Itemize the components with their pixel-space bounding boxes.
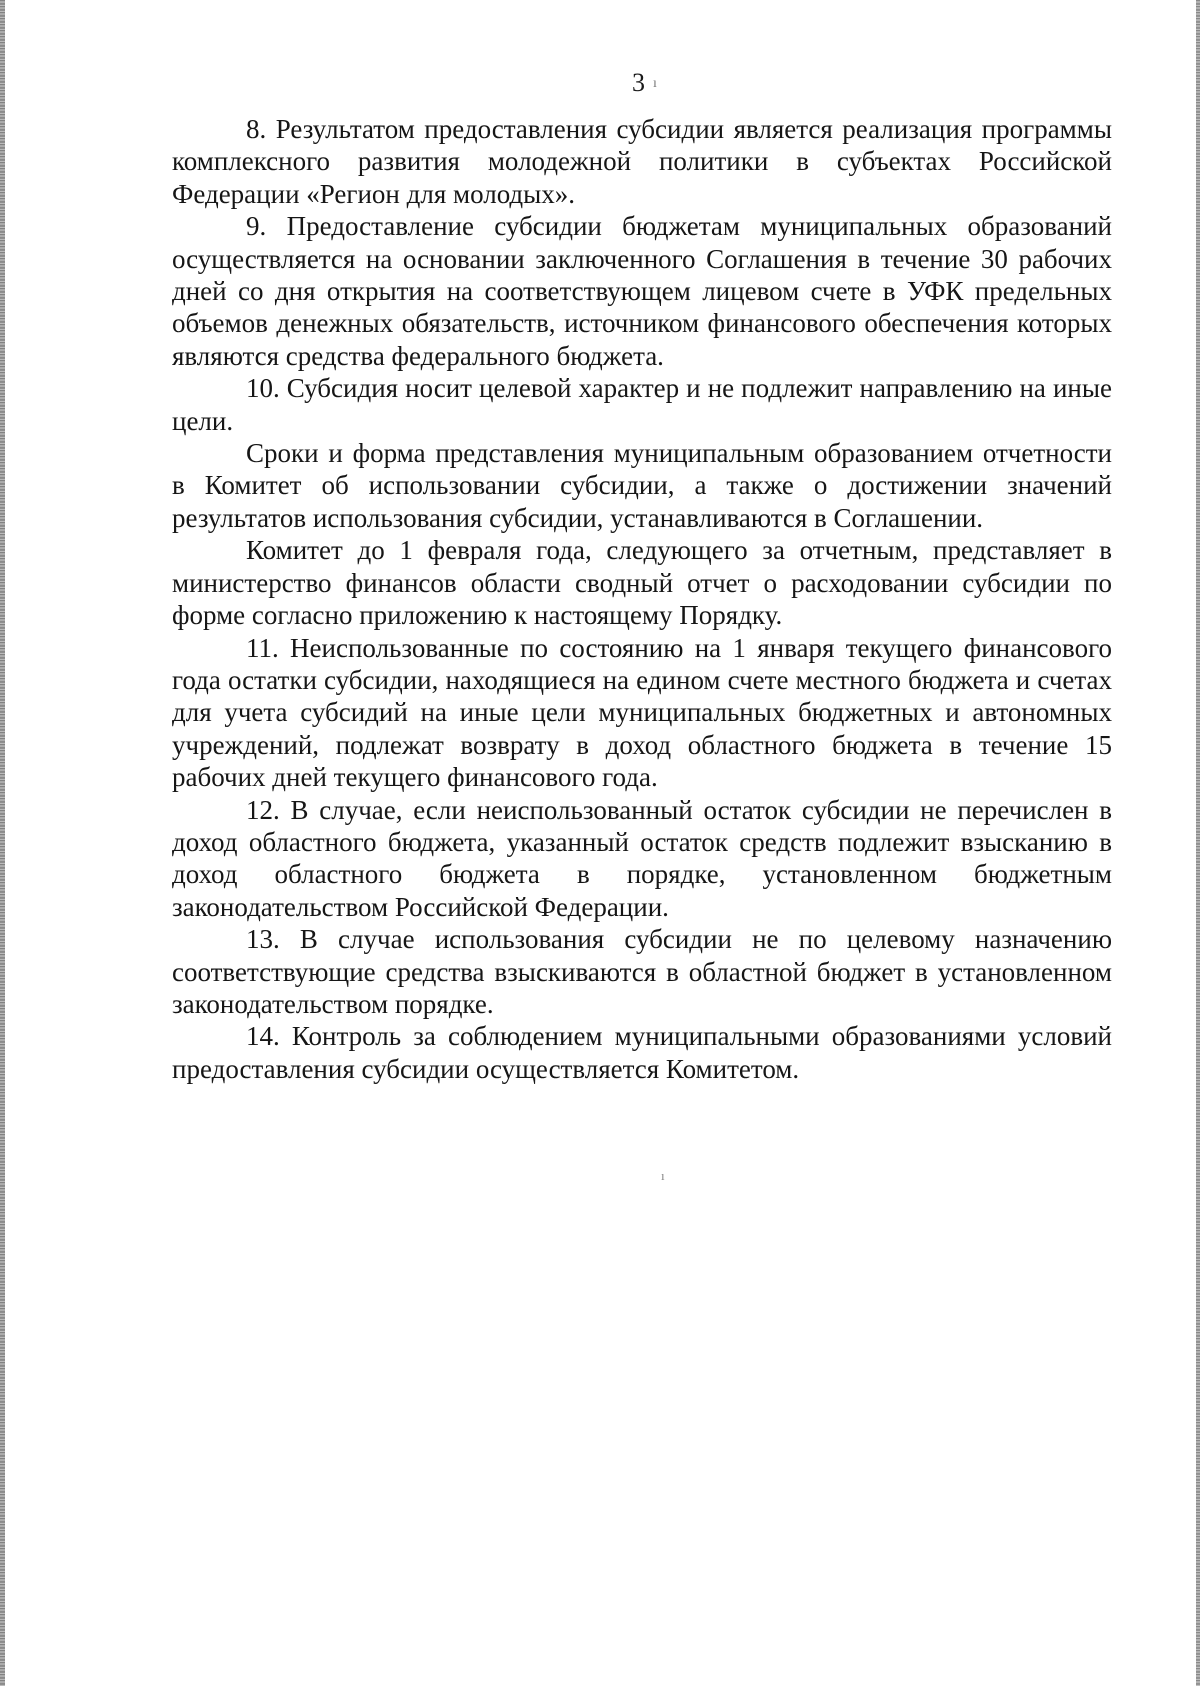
scan-artifact-mark: ı [653,76,657,91]
paragraph-10: 10. Субсидия носит целевой характер и не подлежит направлению на иные цели. [172,373,1112,436]
scan-border-left [0,0,5,1686]
page-number [632,68,657,98]
paragraph-12: 12. В случае, если неиспользованный остаток субсидии не перечислен в доход областного бюджета, указанный остаток средств подлежит взысканию в доход областного бюджета в порядке, установленном бюджетным законодательством Российской Федерации. [172,794,1112,922]
paragraph-8: 8. Результатом предоставления субсидии является реализация программы комплексного развития молодежной политики в субъектах Российской Федерации «Регион для молодых». [172,114,1112,209]
paragraph-13: 13. В случае использования субсидии не по целевому назначению соответствующие средства взыскиваются в областной бюджет в установленном законодательством порядке. [172,924,1112,1019]
page-number-value: 3 [632,68,645,97]
paragraph-reporting-terms: Сроки и форма представления муниципальным образованием отчетности в Комитет об использовании субсидии, а также о достижении значений результатов использования субсидии, устанавливаются в Соглашении. [172,438,1112,533]
document-body [172,113,1112,1085]
scan-border-right [1196,0,1200,1686]
paragraph-9: 9. Предоставление субсидии бюджетам муниципальных образований осуществляется на основании заключенного Соглашения в течение 30 рабочих дней со дня открытия на соответствующем лицевом счете в УФК предельных объемов денежных обязательств, источником финансового обеспечения которых являются средства федерального бюджета. [172,211,1112,371]
scan-artifact-mark: ı [661,1168,665,1183]
paragraph-14: 14. Контроль за соблюдением муниципальными образованиями условий предоставления субсидии осуществляется Комитетом. [172,1021,1112,1084]
paragraph-11: 11. Неиспользованные по состоянию на 1 января текущего финансового года остатки субсидии, находящиеся на едином счете местного бюджета и счетах для учета субсидий на иные цели муниципальных бюджетных и автономных учреждений, подлежат возврату в доход областного бюджета в течение 15 рабочих дней текущего финансового года. [172,632,1112,793]
paragraph-committee-report: Комитет до 1 февраля года, следующего за отчетным, представляет в министерство финансов области сводный отчет о расходовании субсидии по форме согласно приложению к настоящему Порядку. [172,535,1112,631]
